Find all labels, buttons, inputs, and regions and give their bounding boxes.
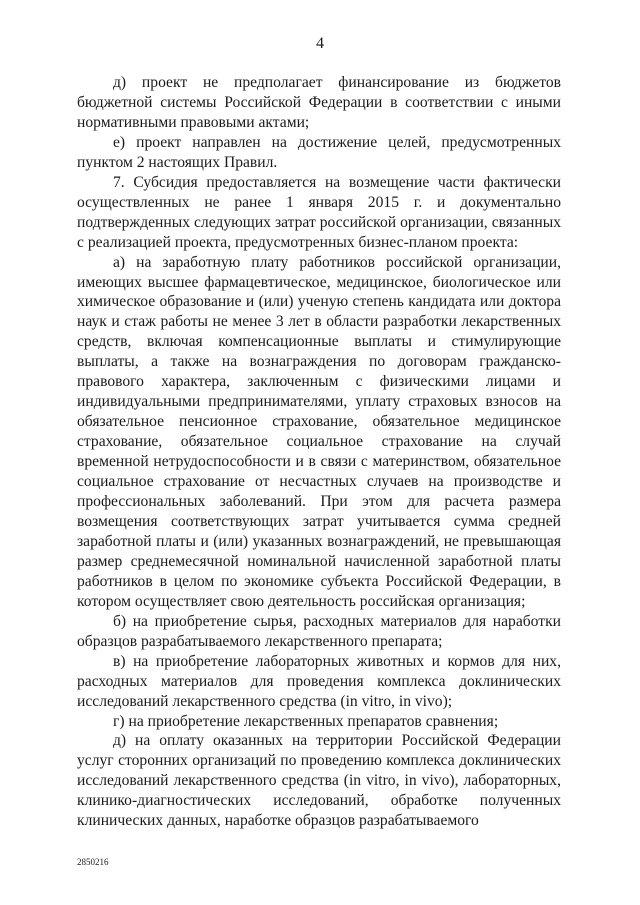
paragraph-item-a-salary: а) на заработную плату работников российской организации, имеющих высшее фармацевтическое, медицинское, биологическое или химическое образование и (или) ученую степень кандидата или доктора наук и стаж работы не менее 3 лет в области разработки лекарственных средств, включая компенсационные выплаты и стимулирующие выплаты, а также на вознаграждения по договорам гражданско-правового характера, заключенным с физическими лицами и индивидуальными предпринимателями, уплату страховых взносов на обязательное пенсионное страхование, обязательное медицинское страхование, обязательное социальное страхование на случай временной нетрудоспособности и в связи с материнством, обязательное социальное страхование от несчастных случаев на производстве и профессиональных заболеваний. При этом для расчета размера возмещения соответствующих затрат учитывается сумма средней заработной платы и (или) указанных вознаграждений, не превышающая размер среднемесячной номинальной начисленной заработной платы работников в целом по экономике субъекта Российской Федерации, в котором осуществляет свою деятельность российская организация; (77, 253, 561, 610)
paragraph-item-g-comparison-drugs: г) на приобретение лекарственных препаратов сравнения; (113, 712, 499, 730)
paragraph-item-e-goals: е) проект направлен на достижение целей, предусмотренных пунктом 2 настоящих Правил. (77, 133, 561, 171)
paragraph-clause-7: 7. Субсидия предоставляется на возмещение части фактически осуществленных не ранее 1 января 2015 г. и документально подтвержденных следующих затрат российской организации, связанных с реализацией проекта, предусмотренных бизнес-планом проекта: (77, 173, 561, 251)
paragraph-item-v-animals: в) на приобретение лабораторных животных и кормов для них, расходных материалов для проведения комплекса доклинических исследований лекарственного средства (in vitro, in vivo); (77, 652, 561, 710)
document-body (77, 73, 561, 831)
page-number: 4 (316, 35, 324, 52)
paragraph-item-d-services: д) на оплату оказанных на территории Российской Федерации услуг сторонних организаций по проведению комплекса доклинических исследований лекарственного средства (in vitro, in vivo), лабораторных, клинико-диагностических исследований, обработке полученных клинических данных, наработке образцов разрабатываемого (77, 732, 561, 830)
paragraph-item-b-materials: б) на приобретение сырья, расходных материалов для наработки образцов разрабатываемого лекарственного препарата; (77, 612, 561, 650)
paragraph-item-d-funding: д) проект не предполагает финансирование из бюджетов бюджетной системы Российской Федерации в соответствии с иными нормативными правовыми актами; (77, 74, 561, 131)
document-code: 2850216 (77, 857, 109, 867)
